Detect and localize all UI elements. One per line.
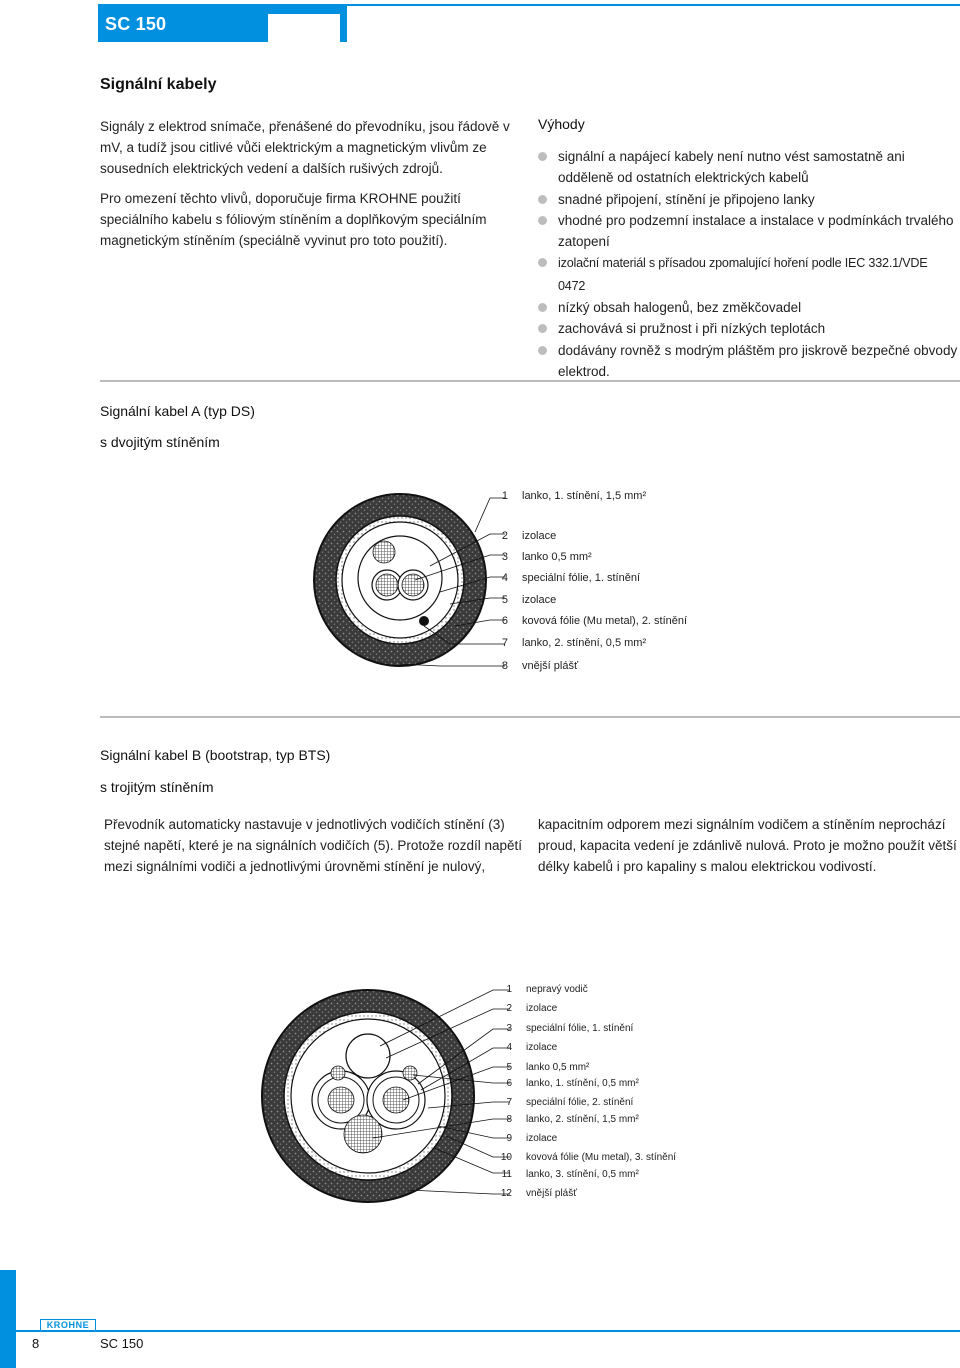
bullet-icon <box>538 195 547 204</box>
advantage-item: izolační materiál s přísadou zpomalující hoření podle IEC 332.1/VDE 0472 <box>538 252 958 297</box>
divider <box>100 716 960 718</box>
cable-b-title: Signální kabel B (bootstrap, typ BTS) <box>100 747 331 763</box>
advantages-title: Výhody <box>538 116 585 132</box>
advantage-item: signální a napájecí kabely není nutno vést samostatně ani odděleně od ostatních elektrických kabelů <box>538 146 958 189</box>
bullet-icon <box>538 303 547 312</box>
bullet-icon <box>538 324 547 333</box>
footer-rule <box>0 1330 960 1332</box>
advantages-list <box>538 146 958 382</box>
cable-b-paragraph-2: kapacitním odporem mezi signálním vodičem a stíněním neprochází proud, kapacita vedení je zdánlivě nulová. Proto je možno použít větší délky kabelů i pro kapaliny s malou elektrickou vodivostí. <box>538 817 957 874</box>
header-notch <box>268 14 340 42</box>
bullet-icon <box>538 346 547 355</box>
divider <box>100 380 960 382</box>
intro-paragraph-2: Pro omezení těchto vlivů, doporučuje firma KROHNE použití speciálního kabelu s fóliovým stíněním a doplňkovým speciálním magnetickým stíněním (speciálně vyvinut pro toto použití). <box>100 191 487 248</box>
advantage-item: zachovává si pružnost i při nízkých teplotách <box>538 318 958 339</box>
cable-a-subtitle: s dvojitým stíněním <box>100 434 220 450</box>
bullet-icon <box>538 152 547 161</box>
krohne-logo: KROHNE <box>40 1319 96 1331</box>
advantage-item: dodávány rovněž s modrým pláštěm pro jiskrově bezpečné obvody elektrod. <box>538 340 958 383</box>
advantage-item: snadné připojení, stínění je připojeno lanky <box>538 189 958 210</box>
footer-doc-title: SC 150 <box>100 1336 144 1351</box>
header-title: SC 150 <box>105 14 167 34</box>
bullet-icon <box>538 258 547 267</box>
page-number: 8 <box>32 1336 40 1351</box>
intro-paragraph-1: Signály z elektrod snímače, přenášené do převodníku, jsou řádově v mV, a tudíž jsou citlivé vůči elektrickým a magnetickým vlivům ze sousedních elektrických vedení a dalších rušivých zdrojů. <box>100 119 510 176</box>
cable-a-title: Signální kabel A (typ DS) <box>100 403 255 419</box>
advantage-item: vhodné pro podzemní instalace a instalace v podmínkách trvalého zatopení <box>538 210 958 253</box>
cable-b-paragraph-1: Převodník automaticky nastavuje v jednotlivých vodičích stínění (3) stejné napětí, které je na signálních vodičích (5). Protože rozdíl napětí mezi signálními vodiči a jednotlivými úrovněmi stínění je nulový, <box>104 817 522 874</box>
advantage-item: nízký obsah halogenů, bez změkčovadel <box>538 297 958 318</box>
section-title: Signální kabely <box>100 76 217 93</box>
footer-accent-bar <box>0 1270 16 1368</box>
cable-b-subtitle: s trojitým stíněním <box>100 779 214 795</box>
bullet-icon <box>538 216 547 225</box>
